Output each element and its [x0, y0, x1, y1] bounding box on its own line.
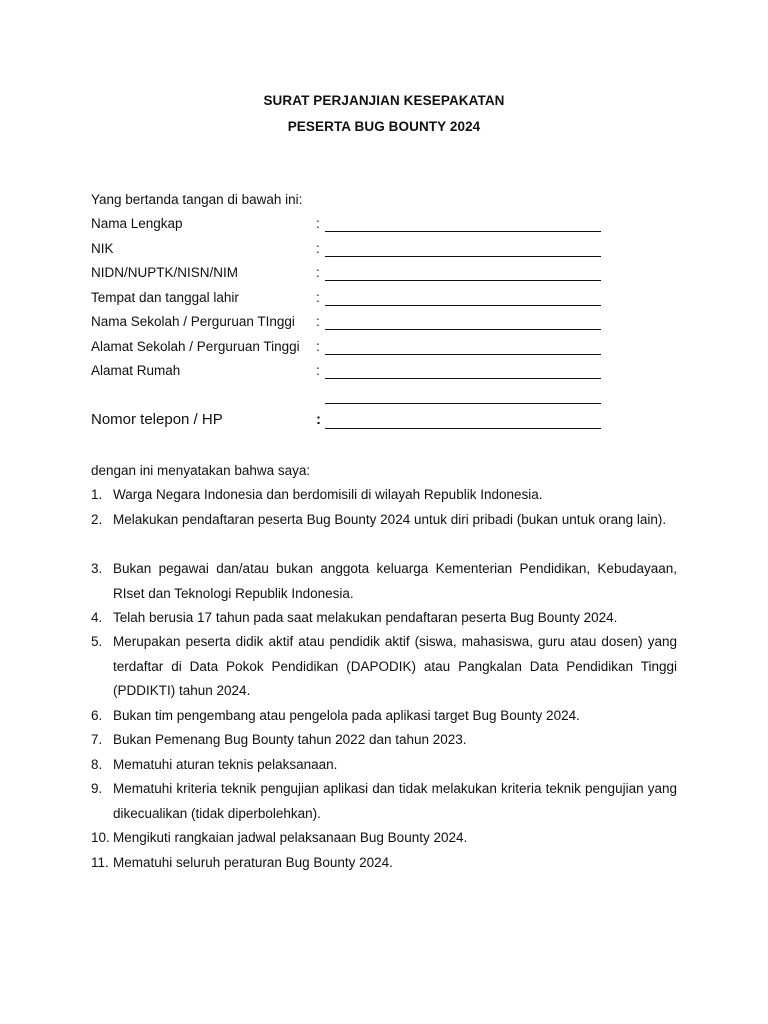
field-label-ttl: Tempat dan tanggal lahir [91, 290, 239, 305]
field-label-nama: Nama Lengkap [91, 216, 183, 231]
list-number: 5. [91, 634, 103, 649]
field-label-nidn: NIDN/NUPTK/NISN/NIM [91, 265, 239, 280]
field-colon: : [316, 363, 320, 378]
field-colon: : [316, 290, 320, 305]
list-number: 9. [91, 781, 103, 796]
list-text: Mematuhi kriteria teknik pengujian aplikasi dan tidak melakukan kriteria teknik pengujian yang dikecualikan (tidak diperbolehkan). [113, 781, 677, 821]
document-subtitle: PESERTA BUG BOUNTY 2024 [287, 119, 481, 134]
field-colon: : [316, 216, 320, 231]
field-colon: : [316, 339, 320, 354]
list-item [91, 508, 677, 533]
field-label-nik: NIK [91, 241, 114, 256]
list-text: Bukan pegawai dan/atau bukan anggota keluarga Kementerian Pendidikan, Kebudayaan, RIset dan Teknologi Republik Indonesia. [113, 561, 677, 601]
field-label-alamat-sekolah: Alamat Sekolah / Perguruan Tinggi [91, 339, 300, 354]
list-number: 8. [91, 757, 103, 772]
list-number: 4. [91, 610, 103, 625]
field-colon: : [316, 265, 320, 280]
field-label-sekolah: Nama Sekolah / Perguruan TInggi [91, 314, 295, 329]
field-line-ttl[interactable] [325, 291, 601, 306]
list-number: 11. [91, 855, 109, 870]
statement-text: dengan ini menyatakan bahwa saya: [91, 463, 311, 478]
list-text: Merupakan peserta didik aktif atau pendidik aktif (siswa, mahasiswa, guru atau dosen) yang terdaftar di Data Pokok Pendidikan (DAPODIK) atau Pangkalan Data Pendidikan Tinggi (PDDIKTI) tahun 2024. [113, 634, 677, 698]
list-item [91, 483, 677, 508]
intro-text: Yang bertanda tangan di bawah ini: [91, 192, 303, 207]
list-text: Telah berusia 17 tahun pada saat melakukan pendaftaran peserta Bug Bounty 2024. [113, 610, 618, 625]
list-item [91, 557, 677, 606]
list-text: Mematuhi aturan teknis pelaksanaan. [113, 757, 338, 772]
list-item [91, 704, 677, 729]
list-number: 7. [91, 732, 103, 747]
list-item [91, 728, 677, 753]
list-item [91, 826, 677, 851]
field-colon-phone: : [316, 411, 321, 428]
list-text: Mengikuti rangkaian jadwal pelaksanaan Bug Bounty 2024. [113, 830, 468, 845]
list-text: Mematuhi seluruh peraturan Bug Bounty 2024. [113, 855, 393, 870]
field-colon: : [316, 314, 320, 329]
field-label-alamat-rumah: Alamat Rumah [91, 363, 181, 378]
field-line-alamat-sekolah[interactable] [325, 340, 601, 355]
list-number: 10. [91, 830, 110, 845]
field-line-sekolah[interactable] [325, 315, 601, 330]
list-text: Bukan tim pengembang atau pengelola pada aplikasi target Bug Bounty 2024. [113, 708, 580, 723]
list-number: 2. [91, 512, 103, 527]
field-line-nik[interactable] [325, 242, 601, 257]
list-text: Bukan Pemenang Bug Bounty tahun 2022 dan tahun 2023. [113, 732, 467, 747]
field-line-nidn[interactable] [325, 266, 601, 281]
list-item [91, 630, 677, 704]
list-item [91, 753, 677, 778]
field-line-phone[interactable] [325, 414, 601, 429]
field-line-alamat-rumah-2[interactable] [325, 389, 601, 404]
list-item [91, 777, 677, 826]
document-title: SURAT PERJANJIAN KESEPAKATAN [263, 93, 505, 108]
field-line-alamat-rumah[interactable] [325, 364, 601, 379]
list-number: 1. [91, 487, 103, 502]
list-item [91, 606, 677, 631]
list-text: Melakukan pendaftaran peserta Bug Bounty 2024 untuk diri pribadi (bukan untuk orang lain). [113, 512, 667, 527]
list-number: 6. [91, 708, 103, 723]
list-item [91, 851, 677, 876]
list-text: Warga Negara Indonesia dan berdomisili di wilayah Republik Indonesia. [113, 487, 543, 502]
field-line-nama[interactable] [325, 217, 601, 232]
list-number: 3. [91, 561, 103, 576]
field-label-phone: Nomor telepon / HP [91, 411, 223, 428]
field-colon: : [316, 241, 320, 256]
